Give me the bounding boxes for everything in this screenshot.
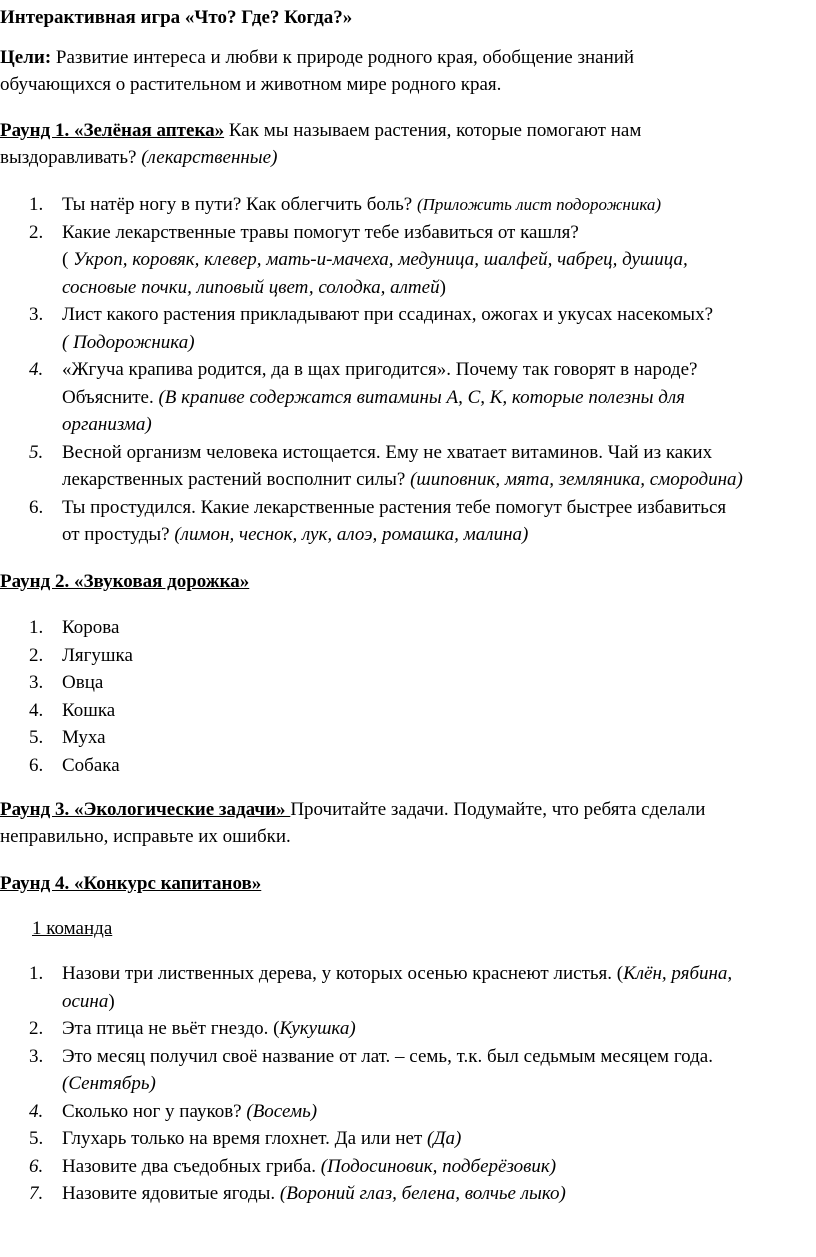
list-item — [0, 1043, 812, 1098]
question-text: Сколько ног у пауков? — [62, 1100, 247, 1122]
answer-text: Клён, рябина, — [623, 963, 733, 984]
list-item — [0, 1153, 812, 1181]
list-item — [0, 356, 812, 439]
question-text: Ты простудился. Какие лекарственные растения тебе помогут быстрее избавиться — [62, 496, 727, 518]
answer-text: (Приложить лист подорожника) — [416, 195, 662, 214]
item-number: 3. — [29, 672, 44, 693]
round3-text-line-1: Прочитайте задачи. Подумайте, что ребята сделали — [290, 799, 706, 820]
list-item — [0, 1125, 812, 1153]
list-item — [0, 1015, 812, 1043]
question-text: Глухарь только на время глохнет. Да или нет — [62, 1128, 428, 1149]
answer-text: (Подосиновик, подберёзовик) — [320, 1155, 557, 1177]
question-text: Объясните. — [62, 386, 159, 408]
item-number: 7. — [29, 1183, 44, 1204]
round1-intro-line-1: Как мы называем растения, которые помогают нам — [224, 120, 642, 141]
document-title: Интерактивная игра «Что? Где? Когда?» — [0, 7, 353, 28]
item-number: 1. — [29, 963, 44, 984]
goals-label: Цели: — [0, 47, 52, 68]
answer-text: Кукушка) — [279, 1018, 356, 1039]
list-item — [0, 960, 812, 1015]
list-item — [0, 697, 812, 725]
list-item — [0, 669, 812, 697]
list-item — [0, 219, 812, 302]
item-number: 3. — [29, 304, 44, 325]
answer-text: (лимон, чеснок, лук, алоэ, ромашка, малина) — [174, 524, 529, 545]
answer-text: (Восемь) — [246, 1100, 318, 1122]
answer-text: организма) — [62, 414, 152, 435]
answer-text: осина — [62, 990, 109, 1012]
question-text: Лист какого растения прикладывают при ссадинах, ожогах и укусах насекомых? — [62, 304, 714, 325]
item-number: 6. — [29, 754, 44, 776]
question-text: от простуды? — [62, 524, 175, 545]
item-number: 4. — [29, 359, 44, 380]
list-item — [0, 1180, 812, 1208]
round3-text-line-2: неправильно, исправьте их ошибки. — [0, 826, 291, 847]
list-item — [0, 439, 812, 494]
round1-heading: Раунд 1. «Зелёная аптека» — [0, 120, 225, 141]
team-label: 1 команда — [32, 918, 113, 939]
item-number: 6. — [29, 496, 44, 518]
item-number: 2. — [29, 221, 44, 243]
goals-line-1: Развитие интереса и любви к природе родного края, обобщение знаний — [51, 47, 635, 68]
item-number: 2. — [29, 1018, 44, 1039]
question-text: лекарственных растений восполнит силы? — [62, 469, 411, 490]
goals-paragraph — [0, 44, 812, 98]
round1-intro — [0, 117, 812, 171]
question-text: Назовите ядовитые ягоды. — [62, 1183, 280, 1204]
list-item — [0, 1098, 812, 1126]
item-text: Муха — [62, 727, 106, 748]
round4-heading: Раунд 4. «Конкурс капитанов» — [0, 873, 262, 894]
item-number: 2. — [29, 644, 44, 666]
item-number: 1. — [29, 194, 44, 215]
answer-paren-close: ) — [439, 276, 446, 298]
item-number: 5. — [29, 727, 44, 748]
item-number: 4. — [29, 699, 44, 721]
question-text: Назовите два съедобных гриба. — [62, 1155, 321, 1177]
item-number: 5. — [29, 441, 44, 463]
round1-intro-answer: (лекарственные) — [141, 147, 278, 168]
list-item — [0, 494, 812, 549]
list-item — [0, 614, 812, 642]
question-text: Какие лекарственные травы помогут тебе избавиться от кашля? — [62, 221, 579, 243]
round4-question-list — [0, 960, 812, 1208]
item-number: 5. — [29, 1128, 44, 1149]
answer-text: Укроп, коровяк, клевер, мать-и-мачеха, медуница, шалфей, чабрец, душица, — [73, 249, 688, 270]
answer-text: ( Подорожника) — [62, 331, 195, 353]
round2-heading: Раунд 2. «Звуковая дорожка» — [0, 571, 250, 592]
answer-text: (Сентябрь) — [62, 1073, 156, 1094]
answer-text: (Да) — [427, 1128, 462, 1149]
question-text: Эта птица не вьёт гнездо. ( — [62, 1018, 280, 1039]
answer-text: (шиповник, мята, земляника, смородина) — [410, 469, 743, 490]
round2-list — [0, 614, 812, 779]
item-text: Корова — [62, 617, 120, 638]
item-number: 6. — [29, 1155, 44, 1177]
list-item — [0, 301, 812, 356]
list-item — [0, 752, 812, 780]
item-text: Собака — [62, 754, 120, 776]
item-number: 4. — [29, 1100, 44, 1122]
question-text: Назови три лиственных дерева, у которых осенью краснеют листья. ( — [62, 963, 624, 984]
answer-paren-close: ) — [108, 990, 115, 1012]
answer-text: сосновые почки, липовый цвет, солодка, алтей — [62, 276, 440, 298]
list-item — [0, 724, 812, 752]
answer-paren-open: ( — [62, 249, 74, 270]
question-text: «Жгуча крапива родится, да в щах пригодится». Почему так говорят в народе? — [62, 359, 698, 380]
round1-question-list — [0, 191, 812, 549]
list-item — [0, 642, 812, 670]
round3-paragraph — [0, 796, 812, 850]
answer-text: (В крапиве содержатся витамины А, С, К, которые полезны для — [158, 386, 686, 408]
question-text: Ты натёр ногу в пути? Как облегчить боль? — [62, 194, 417, 215]
question-text: Это месяц получил своё название от лат. – семь, т.к. был седьмым месяцем года. — [62, 1045, 713, 1067]
item-text: Овца — [62, 672, 104, 693]
round1-intro-line-2: выздоравливать? — [0, 147, 142, 168]
item-number: 1. — [29, 617, 44, 638]
round3-heading: Раунд 3. «Экологические задачи» — [0, 799, 291, 820]
question-text: Весной организм человека истощается. Ему не хватает витаминов. Чай из каких — [62, 441, 713, 463]
answer-text: (Вороний глаз, белена, волчье лыко) — [279, 1183, 566, 1204]
goals-line-2: обучающихся о растительном и животном мире родного края. — [0, 74, 502, 95]
list-item — [0, 191, 812, 219]
item-text: Кошка — [62, 699, 116, 721]
item-text: Лягушка — [62, 644, 133, 666]
item-number: 3. — [29, 1045, 44, 1067]
